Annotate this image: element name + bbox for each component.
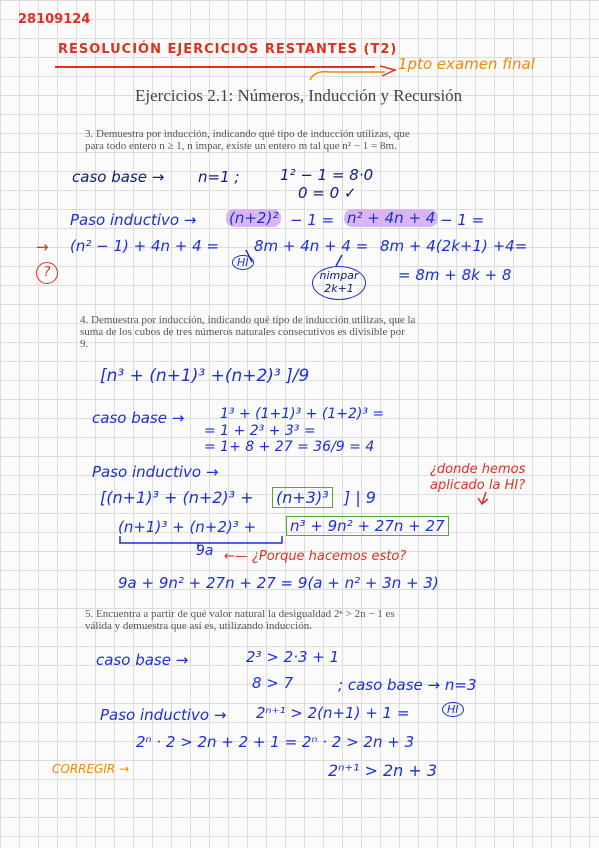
ex4-statement-line: 4. Demuestra por inducción, indicando qué tipo de inducción utilizas, que la	[80, 314, 416, 326]
ex5-statement	[85, 608, 395, 632]
ex5-base-label: caso base →	[96, 651, 189, 669]
ex5-base-l3: ; caso base → n=3	[338, 676, 477, 694]
ex4-statement-line: 9.	[80, 338, 89, 350]
where-line: aplicado la HI?	[430, 478, 526, 493]
title-underline	[55, 66, 375, 68]
ex4-where-note	[430, 462, 525, 494]
ex3-statement	[85, 128, 410, 152]
ex3-statement-line: 3. Demuestra por inducción, indicando qué tipo de inducción utilizas, que	[85, 128, 410, 140]
ex4-base-l2: = 1 + 2³ + 3³ =	[204, 423, 316, 439]
ex3-step-end: − 1 =	[440, 211, 485, 229]
date: 28109124	[18, 12, 91, 27]
ex3-line3: = 8m + 8k + 8	[398, 266, 512, 284]
ex3-step-label: Paso inductivo →	[70, 211, 197, 229]
exam-note: 1pto examen final	[398, 55, 535, 73]
ex3-hi-bubble: HI	[232, 255, 254, 270]
section-title: RESOLUCIÓN EJERCICIOS RESTANTES (T2)	[58, 42, 398, 57]
corregir-note: CORREGIR →	[52, 762, 130, 776]
ex4-base-label: caso base →	[92, 409, 185, 427]
ex3-base-n: n=1 ;	[198, 168, 240, 186]
nimpar-label: nimpar	[319, 269, 359, 282]
ex4-step-l2a: (n+1)³ + (n+2)³ +	[118, 518, 257, 536]
question-badge: ?	[36, 262, 58, 284]
ex4-final: 9a + 9n² + 27n + 27 = 9(a + n² + 3n + 3)	[118, 574, 439, 592]
ex5-hi-bubble: HI	[442, 702, 464, 717]
ex5-step-label: Paso inductivo →	[100, 706, 227, 724]
ex5-step-l3: 2ⁿ⁺¹ > 2n + 3	[328, 761, 438, 780]
ex4-brace-label: 9a	[196, 543, 214, 559]
ex3-line2c: 8m + 4(2k+1) +4=	[380, 237, 528, 255]
ex3-step-mid: − 1 =	[290, 211, 335, 229]
ex3-statement-line: para todo entero n ≥ 1, n impar, existe un entero m tal que n² − 1 = 8m.	[85, 140, 397, 152]
ex3-base-label: caso base →	[72, 168, 165, 186]
ex4-boxed-term: (n+3)³	[272, 487, 333, 508]
ex3-line2: (n² − 1) + 4n + 4 =	[70, 237, 220, 255]
ex5-base-l1: 2³ > 2·3 + 1	[246, 648, 340, 666]
ex4-statement-line: suma de los cubos de tres números naturales consecutivos es divisible por	[80, 326, 405, 338]
ex3-base-eq1: 1² − 1 = 8·0	[280, 166, 374, 184]
ex4-why-note: ←— ¿Porque hacemos esto?	[224, 549, 407, 564]
ex4-step-label: Paso inductivo →	[92, 463, 219, 481]
ex3-highlight-1: (n+2)²	[226, 209, 281, 227]
nimpar-value: 2k+1	[324, 282, 354, 295]
ex4-step-l1a: [(n+1)³ + (n+2)³ +	[100, 488, 254, 507]
ex5-base-l2: 8 > 7	[252, 674, 294, 692]
ex4-expression: [n³ + (n+1)³ +(n+2)³ ]/9	[100, 366, 310, 386]
ex5-step-l2: 2ⁿ · 2 > 2n + 2 + 1 = 2ⁿ · 2 > 2n + 3	[136, 733, 415, 751]
ex4-step-l1c: ] | 9	[344, 488, 376, 507]
ex4-base-l3: = 1+ 8 + 27 = 36/9 = 4	[204, 439, 375, 455]
document-title: Ejercicios 2.1: Números, Inducción y Recursión	[135, 86, 463, 105]
ex5-step-l1: 2ⁿ⁺¹ > 2(n+1) + 1 =	[256, 704, 410, 722]
ex3-base-eq2: 0 = 0 ✓	[298, 184, 357, 202]
ex3-highlight-2: n² + 4n + 4	[344, 209, 438, 227]
ex3-arrow-mark: →	[36, 238, 49, 256]
ex4-base-l1: 1³ + (1+1)³ + (1+2)³ =	[220, 406, 385, 422]
ex4-boxed-expansion: n³ + 9n² + 27n + 27	[286, 516, 449, 536]
where-line: ¿donde hemos	[430, 462, 526, 477]
ex3-nimpar	[312, 266, 366, 300]
ex4-statement	[80, 314, 415, 350]
ex3-line2b: 8m + 4n + 4 =	[254, 237, 369, 255]
ex5-statement-line: válida y demuestra que así es, utilizando inducción.	[85, 620, 312, 632]
ex5-statement-line: 5. Encuentra a partir de qué valor natural la desigualdad 2ⁿ > 2n − 1 es	[85, 608, 395, 620]
